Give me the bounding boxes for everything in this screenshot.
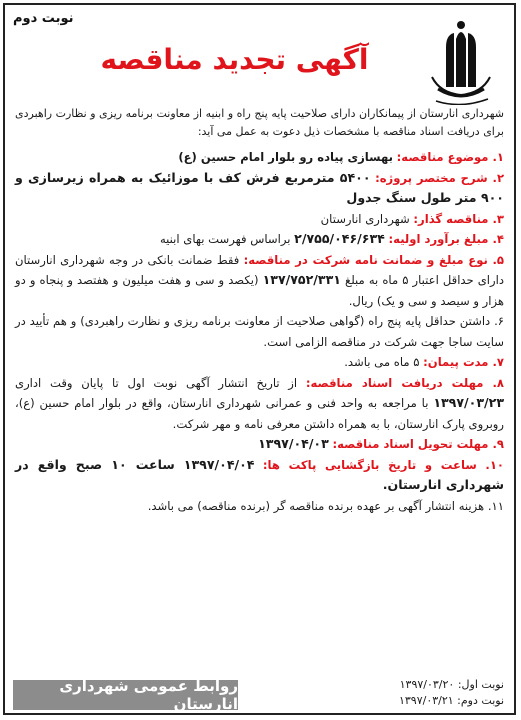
guarantee-label: ۵. نوع مبلغ و ضمانت نامه شرکت در مناقصه: <box>243 252 504 267</box>
tender-owner-label: ۳. مناقصه گذار: <box>413 211 504 226</box>
opening-value: ۱۳۹۷/۰۴/۰۴ ساعت ۱۰ صبح واقع در شهرداری انارستان. <box>15 456 504 492</box>
receive-deadline-text-b: با مراجعه به واحد فنی و عمرانی شهرداری انارستان، واقع در بلوار امام حسین (ع)، روبروی پارک انارستان، با به همراه داشتن معرفی نامه و مهر شرکت. <box>15 396 504 431</box>
item-duration <box>15 352 504 373</box>
item-cost: ۱۱. هزینه انتشار آگهی بر عهده برنده مناقصه گر (برنده مناقصه) می باشد. <box>147 498 504 513</box>
estimate-amount: ۲/۷۵۵/۰۴۶/۶۳۴ <box>294 231 385 246</box>
opening-label: ۱۰. ساعت و تاریخ بازگشایی پاکت ها: <box>262 457 504 472</box>
logo-seal-icon <box>418 17 504 105</box>
first-round-date: نوبت اول: ۱۳۹۷/۰۳/۲۰ <box>399 678 504 691</box>
item-guarantee <box>15 250 504 312</box>
item-opening <box>15 455 504 496</box>
receive-deadline-label: ۸. مهلت دریافت اسناد مناقصه: <box>305 375 504 390</box>
item-receive-deadline <box>15 373 504 435</box>
guarantee-text-a: فقط ضمانت بانکی در وجه شهرداری انارستان دارای حداقل اعتبار ۵ ماه به مبلغ <box>15 252 505 287</box>
item-subject <box>15 147 504 168</box>
estimate-label: ۴. مبلغ برآورد اولیه: <box>388 232 504 246</box>
submit-deadline-label: ۹. مهلت تحویل اسناد مناقصه: <box>332 437 504 451</box>
duration-label: ۷. مدت پیمان: <box>423 355 504 369</box>
submit-deadline-date: ۱۳۹۷/۰۴/۰۳ <box>258 436 329 451</box>
subject-value: بهسازی پیاده رو بلوار امام حسین (ع) <box>178 150 393 164</box>
item-tender-owner <box>15 209 504 230</box>
description-label: ۲. شرح مختصر پروژه: <box>375 170 505 185</box>
publish-dates <box>399 677 504 709</box>
notice-frame <box>3 3 516 715</box>
public-relations-label: روابط عمومی شهرداری انارستان <box>59 677 238 713</box>
notice-title: آگهی تجدید مناقصه <box>100 43 369 76</box>
item-estimate <box>15 229 504 250</box>
public-relations-box <box>13 677 238 713</box>
round-label: نوبت دوم <box>13 11 74 26</box>
receive-deadline-text-a: از تاریخ انتشار آگهی نوبت اول تا پایان وقت اداری <box>15 375 298 390</box>
item-submit-deadline <box>15 434 504 455</box>
guarantee-amount: ۱۳۷/۷۵۲/۳۳۱ <box>262 272 341 287</box>
notice-body <box>15 105 504 516</box>
notice-header <box>5 5 514 105</box>
subject-label: ۱. موضوع مناقصه: <box>396 150 504 164</box>
item-qualification: ۶. داشتن حداقل پایه پنج راه (گواهی صلاحیت از معاونت برنامه ریزی و نظارت راهبردی) و هم تأیید در سایت ساجا جهت شرکت در مناقصه الزامی است. <box>15 314 504 349</box>
receive-deadline-date: ۱۳۹۷/۰۳/۲۳ <box>433 395 505 410</box>
tender-owner-value: شهرداری انارستان <box>320 211 410 226</box>
description-value: ۵۴۰۰ مترمربع فرش کف با موزائیک به همراه زیرسازی و ۹۰۰ متر طول سنگ جدول <box>15 169 504 205</box>
estimate-text: براساس فهرست بهای ابنیه <box>159 232 291 246</box>
second-round-date: نوبت دوم: ۱۳۹۷/۰۳/۲۱ <box>398 694 504 707</box>
duration-value: ۵ ماه می باشد. <box>344 355 420 369</box>
intro-text: شهرداری انارستان از پیمانکاران دارای صلاحیت پایه پنج راه و ابنیه از معاونت برنامه ریزی و نظارت راهبردی برای دریافت اسناد مناقصه با مشخصات ذیل دعوت به عمل می آید: <box>15 107 504 138</box>
item-description <box>15 168 504 209</box>
guarantee-text-b: (یکصد و سی و هفت میلیون و هفتصد و پنجاه و دو هزار و سیصد و سی و یک) ریال. <box>15 273 504 308</box>
